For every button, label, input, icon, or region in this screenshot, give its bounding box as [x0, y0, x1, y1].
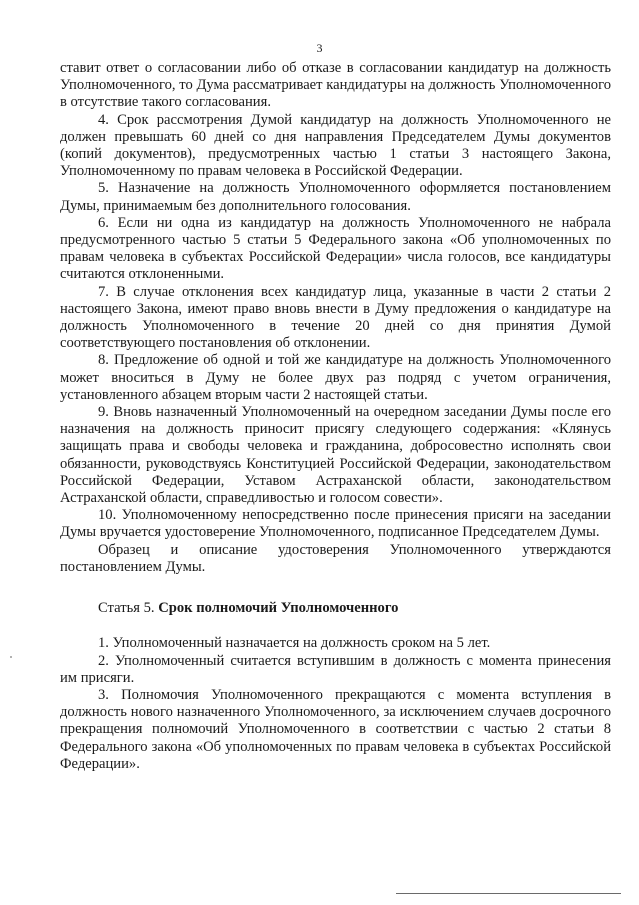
bottom-rule: [396, 893, 621, 894]
paragraph-part-10: 10. Уполномоченному непосредственно после принесения присяги на заседании Думы вручается удостоверение Уполномоченного, подписанное Председателем Думы.: [60, 507, 611, 541]
paragraph-part-8: 8. Предложение об одной и той же кандидатуре на должность Уполномоченного может вноситься в Думу не более двух раз подряд с учетом ограничения, установленного абзацем вторым части 2 настоящей статьи.: [60, 352, 611, 403]
paragraph-part-6: 6. Если ни одна из кандидатур на должность Уполномоченного не набрала предусмотренного частью 5 статьи 5 Федерального закона «Об уполномоченных по правам человека в субъектах Российской Федерации» числа голосов, все кандидатуры считаются отклоненными.: [60, 214, 611, 283]
article-title: Срок полномочий Уполномоченного: [158, 600, 399, 617]
article-prefix: Статья 5.: [98, 600, 155, 617]
page-number: 3: [316, 41, 323, 55]
article-heading: [60, 600, 611, 617]
paragraph-part-5: 5. Назначение на должность Уполномоченного оформляется постановлением Думы, принимаемым без дополнительного голосования.: [60, 180, 611, 214]
paragraph-certificate-sample: Образец и описание удостоверения Уполномоченного утверждаются постановлением Думы.: [60, 541, 611, 575]
document-body: [60, 60, 611, 773]
paragraph-term-3: 3. Полномочия Уполномоченного прекращаются с момента вступления в должность нового назначенного Уполномоченного, за исключением случаев досрочного прекращения полномочий Уполномоченного в соответствии с частью 2 статьи 8 Федерального закона «Об уполномоченных по правам человека в субъектах Российской Федерации».: [60, 686, 611, 772]
paragraph-part-4: 4. Срок рассмотрения Думой кандидатур на должность Уполномоченного не должен превышать 60 дней со дня направления Председателем Думы документов (копий документов), предусмотренных частью 1 статьи 3 настоящего Закона, Уполномоченному по правам человека в Российской Федерации.: [60, 111, 611, 180]
scan-speck: [10, 656, 12, 658]
paragraph-continuation: ставит ответ о согласовании либо об отказе в согласовании кандидатур на должность Уполномоченного, то Дума рассматривает кандидатуры на должность Уполномоченного в отсутствие такого согласования.: [60, 60, 611, 111]
paragraph-term-1: 1. Уполномоченный назначается на должность сроком на 5 лет.: [98, 635, 491, 652]
paragraph-part-7: 7. В случае отклонения всех кандидатур лица, указанные в части 2 статьи 2 настоящего Закона, имеют право вновь внести в Думу предложения о кандидатуре на должность Уполномоченного в течение 20 дней со дня принятия Думой соответствующего постановления об отклонении.: [60, 283, 611, 352]
paragraph-term-2: 2. Уполномоченный считается вступившим в должность с момента принесения им присяги.: [60, 652, 611, 686]
paragraph-part-9: 9. Вновь назначенный Уполномоченный на очередном заседании Думы после его назначения на должность приносит присягу следующего содержания: «Клянусь защищать права и свободы человека и гражданина, добросовестно исполнять свои обязанности, руководствуясь Конституцией Российской Федерации, законодательством Российской Федерации, Уставом Астраханской области, законодательством Астраханской области, справедливостью и голосом совести».: [60, 404, 611, 507]
